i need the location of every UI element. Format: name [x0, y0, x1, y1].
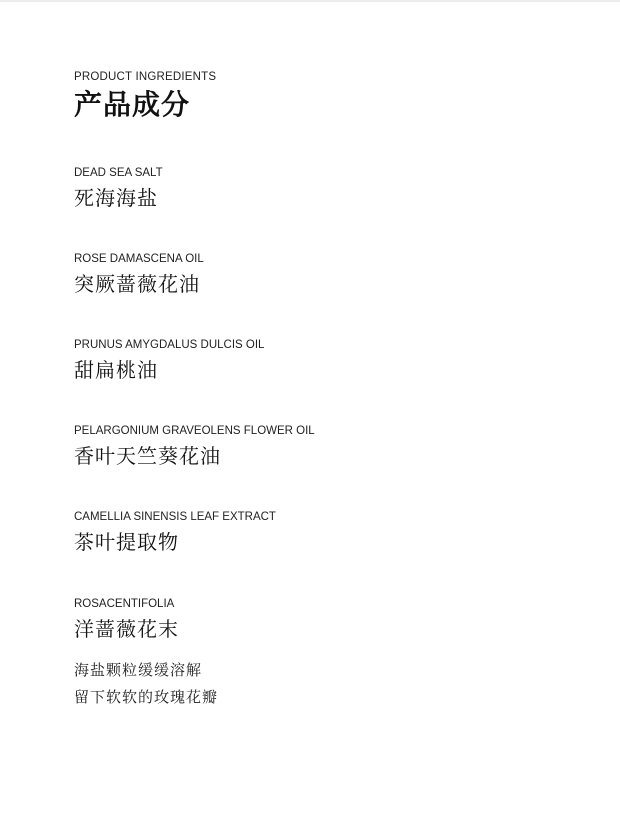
section-eyebrow: PRODUCT INGREDIENTS: [74, 71, 217, 83]
ingredient-english-name: DEAD SEA SALT: [74, 167, 163, 179]
ingredient-english-name: CAMELLIA SINENSIS LEAF EXTRACT: [74, 511, 276, 523]
ingredient-item: [74, 424, 315, 469]
ingredient-chinese-name: 甜扁桃油: [74, 358, 158, 382]
ingredient-english-name: ROSE DAMASCENA OIL: [74, 253, 204, 265]
ingredient-english-name: PELARGONIUM GRAVEOLENS FLOWER OIL: [74, 425, 315, 437]
ingredient-item: [74, 338, 264, 383]
ingredient-chinese-name: 突厥蔷薇花油: [74, 272, 200, 296]
ingredient-chinese-name: 死海海盐: [74, 186, 158, 210]
ingredient-item: [74, 597, 179, 642]
description-line: 海盐颗粒缓缓溶解: [74, 661, 203, 679]
ingredient-item: [74, 252, 204, 297]
ingredient-english-name: ROSACENTIFOLIA: [74, 598, 175, 610]
section-header: [74, 70, 216, 122]
ingredient-chinese-name: 香叶天竺葵花油: [74, 444, 221, 468]
ingredient-item: [74, 166, 163, 211]
product-description: [74, 657, 218, 711]
ingredient-chinese-name: 茶叶提取物: [74, 530, 179, 554]
ingredient-english-name: PRUNUS AMYGDALUS DULCIS OIL: [74, 339, 265, 351]
ingredient-chinese-name: 洋蔷薇花末: [74, 617, 179, 641]
top-divider: [0, 0, 620, 2]
page-title: 产品成分: [74, 88, 191, 121]
ingredient-item: [74, 510, 276, 555]
description-line: 留下软软的玫瑰花瓣: [74, 688, 219, 706]
